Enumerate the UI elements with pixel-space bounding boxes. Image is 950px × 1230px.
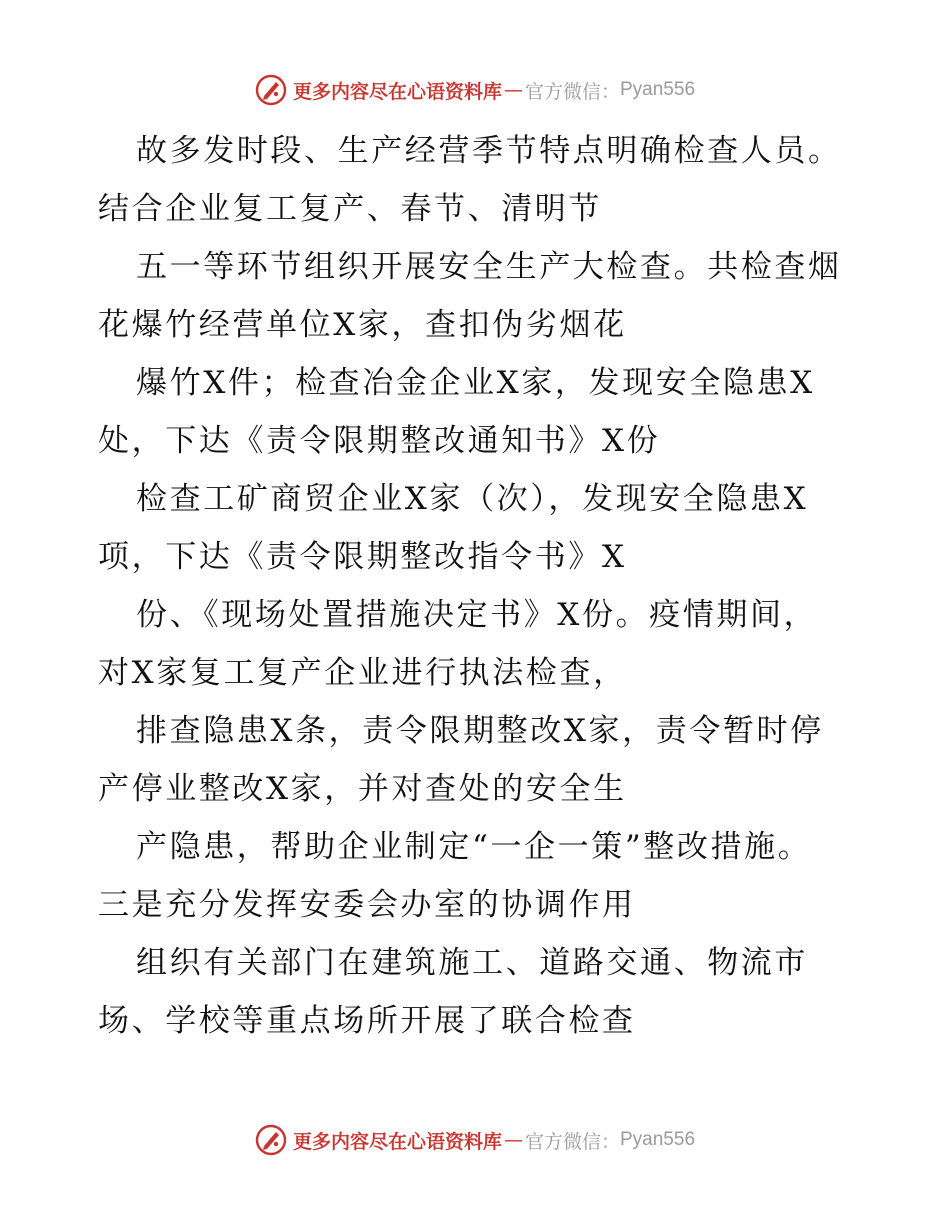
body-text — [98, 122, 858, 1050]
body-line: 五一等环节组织开展安全生产大检查。共检查烟 — [136, 249, 842, 285]
body-line: 三是充分发挥安委会办室的协调作用 — [98, 887, 636, 923]
quill-seal-icon — [255, 74, 287, 106]
footer-wechat-label: 官方微信： — [524, 1130, 620, 1153]
footer-dash: — — [503, 1129, 523, 1151]
footer-wechat-id: Pyan556 — [620, 1129, 696, 1150]
header-brand-text: 更多内容尽在心语资料库 — [292, 80, 502, 103]
body-line: 结合企业复工复产、春节、清明节 — [98, 191, 602, 227]
body-line: 检查工矿商贸企业X家（次），发现安全隐患X — [136, 481, 809, 517]
quill-seal-icon — [255, 1124, 287, 1156]
footer-brand-text: 更多内容尽在心语资料库 — [292, 1130, 502, 1153]
body-line: 对X家复工复产企业进行执法检查， — [98, 655, 627, 691]
body-line: 处，下达《责令限期整改通知书》X份 — [98, 423, 661, 459]
body-line: 份、《现场处置措施决定书》X份。疫情期间， — [136, 597, 818, 633]
body-line: 场、学校等重点场所开展了联合检查 — [98, 1003, 636, 1039]
body-line: 排查隐患X条，责令限期整改X家，责令暂时停 — [136, 713, 824, 749]
body-line: 项，下达《责令限期整改指令书》X — [98, 539, 627, 575]
body-line: 故多发时段、生产经营季节特点明确检查人员。 — [136, 133, 842, 169]
footer-watermark-banner — [0, 1122, 950, 1158]
body-line: 花爆竹经营单位X家，查扣伪劣烟花 — [98, 307, 627, 343]
header-watermark-banner — [0, 72, 950, 108]
body-line: 爆竹X件；检查冶金企业X家，发现安全隐患X — [136, 365, 815, 401]
body-line: 产停业整改X家，并对查处的安全生 — [98, 771, 627, 807]
body-line: 组织有关部门在建筑施工、道路交通、物流市 — [136, 945, 808, 981]
header-wechat-label: 官方微信： — [524, 80, 620, 103]
header-wechat-id: Pyan556 — [620, 79, 696, 100]
header-dash: — — [503, 79, 523, 101]
body-line: 产隐患，帮助企业制定“一企一策”整改措施。 — [136, 829, 812, 865]
